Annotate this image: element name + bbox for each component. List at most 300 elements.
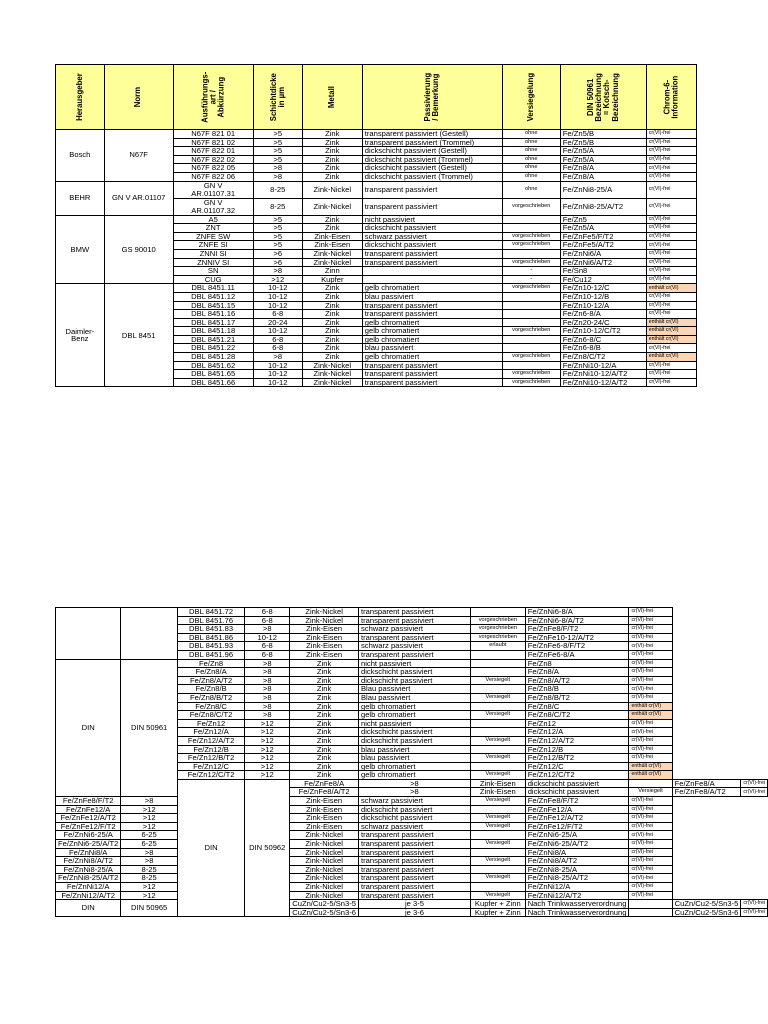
- chrom6-cell: cr(VI)-frei: [646, 232, 696, 241]
- chrom6-cell: cr(VI)-frei: [646, 130, 696, 139]
- passivierung-cell: dickschicht passiviert: [362, 224, 502, 233]
- din-bezeichnung-cell: Fe/Cu12: [560, 275, 646, 284]
- ausfuehrungsart-cell: A5: [173, 215, 253, 224]
- versiegelung-cell: [470, 650, 525, 659]
- din-bezeichnung-cell: Fe/ZnNi8/A: [525, 848, 629, 857]
- schichtdicke-cell: >12: [245, 728, 290, 737]
- norm-cell: N67F: [104, 130, 173, 182]
- passivierung-cell: transparent passiviert: [362, 181, 502, 198]
- schichtdicke-cell: >5: [253, 138, 302, 147]
- table-row: [56, 814, 768, 823]
- din-bezeichnung-cell: Fe/Zn8/B: [525, 685, 629, 694]
- schichtdicke-cell: >8: [245, 625, 290, 634]
- schichtdicke-cell: 6-25: [121, 840, 178, 849]
- passivierung-cell: transparent passiviert: [358, 857, 470, 866]
- passivierung-cell: schwarz passiviert: [358, 642, 470, 651]
- metall-cell: Zink-Nickel: [290, 840, 359, 849]
- versiegelung-cell: -: [502, 275, 560, 284]
- passivierung-cell: dickschicht passiviert: [362, 241, 502, 250]
- ausfuehrungsart-cell: Fe/ZnFe8/F/T2: [56, 797, 121, 806]
- passivierung-cell: gelb chromatiert: [362, 284, 502, 293]
- passivierung-cell: dickschicht passiviert: [358, 814, 470, 823]
- chrom6-cell: cr(VI)-frei: [629, 693, 672, 702]
- metall-cell: Zink-Nickel: [302, 258, 362, 267]
- versiegelung-cell: vorgeschrieben: [502, 353, 560, 362]
- schichtdicke-cell: 10-12: [253, 327, 302, 336]
- versiegelung-cell: [629, 900, 672, 909]
- metall-cell: Kupfer: [302, 275, 362, 284]
- chrom6-cell: cr(VI)-frei: [629, 668, 672, 677]
- chrom6-cell: cr(VI)-frei: [646, 378, 696, 387]
- metall-cell: Zink: [302, 215, 362, 224]
- versiegelung-cell: [502, 361, 560, 370]
- ausfuehrungsart-cell: Fe/Zn12: [177, 719, 244, 728]
- passivierung-cell: [362, 275, 502, 284]
- versiegelung-cell: [470, 848, 525, 857]
- schichtdicke-cell: 6-8: [253, 344, 302, 353]
- schichtdicke-cell: >8: [121, 797, 178, 806]
- passivierung-cell: transparent passiviert: [362, 370, 502, 379]
- passivierung-cell: gelb chromatiert: [362, 335, 502, 344]
- table-row: [56, 848, 768, 857]
- chrom6-cell: cr(VI)-frei: [629, 736, 672, 745]
- ausfuehrungsart-cell: DBL 8451.65: [173, 370, 253, 379]
- din-bezeichnung-cell: Fe/ZnNi8-25/A/T2: [560, 198, 646, 215]
- ausfuehrungsart-cell: GN V AR.01107.31: [173, 181, 253, 198]
- metall-cell: Zink: [290, 711, 359, 720]
- ausfuehrungsart-cell: ZNNI SI: [173, 249, 253, 258]
- schichtdicke-cell: >12: [245, 754, 290, 763]
- versiegelung-cell: Versiegelt: [470, 822, 525, 831]
- chrom6-cell: cr(VI)-frei: [646, 215, 696, 224]
- schichtdicke-cell: >8: [253, 267, 302, 276]
- ausfuehrungsart-cell: Fe/ZnFe12/F/T2: [56, 822, 121, 831]
- metall-cell: Zink: [290, 719, 359, 728]
- schichtdicke-cell: 6-8: [245, 650, 290, 659]
- ausfuehrungsart-cell: Fe/ZnFe12/A: [56, 805, 121, 814]
- schichtdicke-cell: >8: [253, 353, 302, 362]
- chrom6-cell: enthält cr(VI): [646, 284, 696, 293]
- schichtdicke-cell: >12: [245, 736, 290, 745]
- chrom6-cell: cr(VI)-frei: [629, 814, 672, 823]
- metall-cell: Zink: [302, 130, 362, 139]
- chrom6-cell: cr(VI)-frei: [629, 685, 672, 694]
- chrom6-cell: cr(VI)-frei: [646, 164, 696, 173]
- metall-cell: Zink: [290, 745, 359, 754]
- din-bezeichnung-cell: Fe/Zn5/A: [560, 224, 646, 233]
- passivierung-cell: transparent passiviert: [362, 249, 502, 258]
- din-bezeichnung-cell: Fe/ZnNi6-8/A: [525, 608, 629, 617]
- schichtdicke-cell: >8: [253, 172, 302, 181]
- versiegelung-cell: [629, 908, 672, 917]
- versiegelung-cell: Versiegelt: [470, 771, 525, 780]
- schichtdicke-cell: >8: [253, 164, 302, 173]
- ausfuehrungsart-cell: Fe/Zn8/C/T2: [177, 711, 244, 720]
- chrom6-cell: cr(VI)-frei: [646, 267, 696, 276]
- ausfuehrungsart-cell: ZNNIV SI: [173, 258, 253, 267]
- norm-cell: DIN 50962: [245, 779, 290, 917]
- passivierung-cell: dickschicht passiviert: [358, 805, 470, 814]
- metall-cell: Kupfer + Zinn: [470, 900, 525, 909]
- chrom6-cell: cr(VI)-frei: [741, 908, 768, 917]
- metall-cell: Zink: [290, 676, 359, 685]
- passivierung-cell: transparent passiviert (Gestell): [362, 130, 502, 139]
- schichtdicke-cell: >5: [253, 232, 302, 241]
- table-row: [56, 883, 768, 892]
- passivierung-cell: nicht passiviert: [358, 719, 470, 728]
- ausfuehrungsart-cell: DBL 8451.21: [173, 335, 253, 344]
- header-ausfuehrungsart: Ausführungs- art / Abkürzung: [173, 65, 253, 130]
- chrom6-cell: cr(VI)-frei: [646, 155, 696, 164]
- chrom6-cell: cr(VI)-frei: [646, 275, 696, 284]
- versiegelung-cell: Versiegelt: [470, 693, 525, 702]
- versiegelung-cell: vorgeschrieben: [502, 284, 560, 293]
- metall-cell: Zink: [290, 693, 359, 702]
- versiegelung-cell: vorgeschrieben: [502, 378, 560, 387]
- schichtdicke-cell: >12: [245, 771, 290, 780]
- chrom6-cell: cr(VI)-frei: [629, 728, 672, 737]
- passivierung-cell: schwarz passiviert: [362, 232, 502, 241]
- din-bezeichnung-cell: Fe/Zn10-12/B: [560, 292, 646, 301]
- din-bezeichnung-cell: Fe/Zn8: [525, 659, 629, 668]
- passivierung-cell: gelb chromatiert: [362, 318, 502, 327]
- metall-cell: Zink: [290, 728, 359, 737]
- chrom6-cell: cr(VI)-frei: [629, 633, 672, 642]
- chrom6-cell: cr(VI)-frei: [629, 874, 672, 883]
- passivierung-cell: transparent passiviert: [362, 361, 502, 370]
- versiegelung-cell: Versiegelt: [470, 857, 525, 866]
- din-bezeichnung-cell: Fe/Zn6-8/B: [560, 344, 646, 353]
- metall-cell: Zink: [302, 301, 362, 310]
- table-row: [56, 874, 768, 883]
- versiegelung-cell: [502, 318, 560, 327]
- din-bezeichnung-cell: Fe/ZnFe12/F/T2: [525, 822, 629, 831]
- metall-cell: Zink-Nickel: [302, 370, 362, 379]
- versiegelung-cell: ohne: [502, 138, 560, 147]
- ausfuehrungsart-cell: Fe/Zn8/B/T2: [177, 693, 244, 702]
- metall-cell: Zink: [290, 668, 359, 677]
- metall-cell: Zink: [302, 310, 362, 319]
- ausfuehrungsart-cell: Fe/Zn12/B/T2: [177, 754, 244, 763]
- schichtdicke-cell: 6-8: [245, 608, 290, 617]
- chrom6-cell: cr(VI)-frei: [646, 138, 696, 147]
- metall-cell: Zink: [302, 155, 362, 164]
- metall-cell: Zink: [302, 138, 362, 147]
- din-bezeichnung-cell: Fe/ZnFe8/F/T2: [525, 797, 629, 806]
- din-bezeichnung-cell: Fe/ZnFe8/A: [672, 779, 741, 788]
- metall-cell: Zink-Eisen: [290, 814, 359, 823]
- schichtdicke-cell: >8: [121, 857, 178, 866]
- herausgeber-cell: Bosch: [56, 130, 105, 182]
- passivierung-cell: gelb chromatiert: [358, 702, 470, 711]
- table-row: [56, 822, 768, 831]
- passivierung-cell: blau passiviert: [362, 292, 502, 301]
- schichtdicke-cell: >8: [245, 711, 290, 720]
- passivierung-cell: dickschicht passiviert (Gestell): [362, 164, 502, 173]
- versiegelung-cell: [470, 883, 525, 892]
- passivierung-cell: transparent passiviert: [358, 891, 470, 900]
- versiegelung-cell: [470, 728, 525, 737]
- header-metall: Metall: [302, 65, 362, 130]
- din-bezeichnung-cell: Fe/ZnNi8/A/T2: [525, 857, 629, 866]
- chrom6-cell: cr(VI)-frei: [629, 805, 672, 814]
- versiegelung-cell: vorgeschrieben: [470, 625, 525, 634]
- chrom6-cell: cr(VI)-frei: [646, 181, 696, 198]
- ausfuehrungsart-cell: N67F 821 02: [173, 138, 253, 147]
- passivierung-cell: schwarz passiviert: [358, 797, 470, 806]
- versiegelung-cell: [470, 659, 525, 668]
- schichtdicke-cell: 10-12: [253, 292, 302, 301]
- versiegelung-cell: ohne: [502, 155, 560, 164]
- din-bezeichnung-cell: Fe/ZnNi10-12/A/T2: [560, 370, 646, 379]
- standards-table-top: [55, 64, 697, 387]
- schichtdicke-cell: 6-25: [121, 831, 178, 840]
- metall-cell: Zink: [302, 147, 362, 156]
- table-row: [56, 805, 768, 814]
- versiegelung-cell: ohne: [502, 164, 560, 173]
- header-herausgeber: Herausgeber: [56, 65, 105, 130]
- metall-cell: Zink-Eisen: [302, 241, 362, 250]
- din-bezeichnung-cell: Fe/Zn5: [560, 215, 646, 224]
- chrom6-cell: cr(VI)-frei: [646, 241, 696, 250]
- schichtdicke-cell: >8: [121, 848, 178, 857]
- chrom6-cell: enthält cr(VI): [629, 762, 672, 771]
- chrom6-cell: cr(VI)-frei: [629, 608, 672, 617]
- ausfuehrungsart-cell: ZNT: [173, 224, 253, 233]
- versiegelung-cell: [502, 310, 560, 319]
- schichtdicke-cell: >8: [245, 685, 290, 694]
- schichtdicke-cell: >12: [121, 883, 178, 892]
- chrom6-cell: cr(VI)-frei: [629, 625, 672, 634]
- chrom6-cell: cr(VI)-frei: [629, 719, 672, 728]
- din-bezeichnung-cell: Fe/Zn12/C/T2: [525, 771, 629, 780]
- chrom6-cell: cr(VI)-frei: [629, 848, 672, 857]
- ausfuehrungsart-cell: Fe/ZnFe8/A: [290, 779, 359, 788]
- metall-cell: Kupfer + Zinn: [470, 908, 525, 917]
- versiegelung-cell: Versiegelt: [470, 840, 525, 849]
- chrom6-cell: enthält cr(VI): [646, 318, 696, 327]
- versiegelung-cell: [470, 702, 525, 711]
- metall-cell: Zink-Nickel: [290, 865, 359, 874]
- versiegelung-cell: -: [502, 267, 560, 276]
- metall-cell: Zink: [290, 771, 359, 780]
- passivierung-cell: gelb chromatiert: [362, 327, 502, 336]
- schichtdicke-cell: >12: [253, 275, 302, 284]
- ausfuehrungsart-cell: ZNFE SI: [173, 241, 253, 250]
- schichtdicke-cell: >12: [121, 891, 178, 900]
- herausgeber-cell: DIN: [56, 900, 121, 917]
- din-bezeichnung-cell: Fe/Zn5/B: [560, 130, 646, 139]
- din-bezeichnung-cell: Fe/ZnNi10-12/A/T2: [560, 378, 646, 387]
- ausfuehrungsart-cell: N67F 822 06: [173, 172, 253, 181]
- schichtdicke-cell: >12: [121, 805, 178, 814]
- table-row: [56, 284, 697, 293]
- chrom6-cell: enthält cr(VI): [629, 711, 672, 720]
- chrom6-cell: cr(VI)-frei: [646, 292, 696, 301]
- header-norm: Norm: [104, 65, 173, 130]
- versiegelung-cell: [470, 685, 525, 694]
- din-bezeichnung-cell: Fe/ZnNi6-25/A/T2: [525, 840, 629, 849]
- din-bezeichnung-cell: Fe/Zn12: [525, 719, 629, 728]
- din-bezeichnung-cell: Fe/ZnNi10-12/A: [560, 361, 646, 370]
- schichtdicke-cell: 8-25: [253, 181, 302, 198]
- schichtdicke-cell: 6-8: [245, 642, 290, 651]
- chrom6-cell: cr(VI)-frei: [646, 258, 696, 267]
- din-bezeichnung-cell: Fe/ZnNi6-8/A/T2: [525, 616, 629, 625]
- herausgeber-cell: DIN: [56, 659, 121, 797]
- din-bezeichnung-cell: Fe/Zn8/C: [525, 702, 629, 711]
- table-row: [56, 130, 697, 139]
- schichtdicke-cell: >5: [253, 224, 302, 233]
- metall-cell: Zink-Eisen: [290, 650, 359, 659]
- ausfuehrungsart-cell: GN V AR.01107.32: [173, 198, 253, 215]
- din-bezeichnung-cell: Fe/ZnFe5/F/T2: [560, 232, 646, 241]
- schichtdicke-cell: >6: [253, 249, 302, 258]
- versiegelung-cell: Versiegelt: [470, 814, 525, 823]
- ausfuehrungsart-cell: DBL 8451.22: [173, 344, 253, 353]
- metall-cell: Zink-Eisen: [302, 232, 362, 241]
- norm-cell: GS 90010: [104, 215, 173, 284]
- metall-cell: Zink-Nickel: [290, 831, 359, 840]
- chrom6-cell: cr(VI)-frei: [629, 891, 672, 900]
- schichtdicke-cell: je 3-5: [358, 900, 470, 909]
- metall-cell: Zink-Nickel: [290, 608, 359, 617]
- passivierung-cell: gelb chromatiert: [358, 771, 470, 780]
- din-bezeichnung-cell: Fe/ZnFe8/A/T2: [672, 788, 741, 797]
- table-row: [56, 608, 768, 617]
- versiegelung-cell: vorgeschrieben: [502, 327, 560, 336]
- header-din-bezeichnung: DIN 50961 Bezeichnung = Kotsch- Bezeichnung: [560, 65, 646, 130]
- passivierung-cell: dickschicht passiviert (Trommel): [362, 172, 502, 181]
- ausfuehrungsart-cell: CuZn/Cu2-5/Sn3-6: [290, 908, 359, 917]
- versiegelung-cell: [502, 224, 560, 233]
- din-bezeichnung-cell: Fe/ZnNi12/A/T2: [525, 891, 629, 900]
- passivierung-cell: transparent passiviert: [362, 258, 502, 267]
- passivierung-cell: dickschicht passiviert: [358, 736, 470, 745]
- herausgeber-cell: Daimler- Benz: [56, 284, 105, 387]
- passivierung-cell: Nach Trinkwasserverordnung: [525, 900, 629, 909]
- schichtdicke-cell: 10-12: [253, 378, 302, 387]
- schichtdicke-cell: 10-12: [253, 284, 302, 293]
- passivierung-cell: transparent passiviert: [362, 301, 502, 310]
- ausfuehrungsart-cell: SN: [173, 267, 253, 276]
- passivierung-cell: dickschicht passiviert (Trommel): [362, 155, 502, 164]
- din-bezeichnung-cell: CuZn/Cu2-5/Sn3-5: [672, 900, 741, 909]
- chrom6-cell: cr(VI)-frei: [629, 642, 672, 651]
- chrom6-cell: cr(VI)-frei: [629, 659, 672, 668]
- metall-cell: Zink-Eisen: [290, 822, 359, 831]
- norm-cell: DIN 50965: [121, 900, 178, 917]
- passivierung-cell: blau passiviert: [358, 754, 470, 763]
- chrom6-cell: cr(VI)-frei: [629, 822, 672, 831]
- metall-cell: Zink-Eisen: [290, 633, 359, 642]
- metall-cell: Zink: [302, 318, 362, 327]
- din-bezeichnung-cell: Fe/Zn8/A/T2: [525, 676, 629, 685]
- din-bezeichnung-cell: Fe/ZnFe5/A/T2: [560, 241, 646, 250]
- metall-cell: Zink: [302, 224, 362, 233]
- ausfuehrungsart-cell: Fe/Zn8/A: [177, 668, 244, 677]
- passivierung-cell: nicht passiviert: [362, 215, 502, 224]
- din-bezeichnung-cell: Fe/ZnNi8-25/A: [525, 865, 629, 874]
- chrom6-cell: cr(VI)-frei: [646, 344, 696, 353]
- passivierung-cell: dickschicht passiviert: [358, 668, 470, 677]
- din-bezeichnung-cell: Fe/Zn8/C/T2: [525, 711, 629, 720]
- metall-cell: Zinn: [302, 267, 362, 276]
- chrom6-cell: cr(VI)-frei: [629, 754, 672, 763]
- chrom6-cell: cr(VI)-frei: [741, 788, 768, 797]
- schichtdicke-cell: >12: [245, 719, 290, 728]
- versiegelung-cell: Versiegelt: [470, 676, 525, 685]
- versiegelung-cell: [470, 831, 525, 840]
- metall-cell: Zink-Nickel: [290, 883, 359, 892]
- schichtdicke-cell: 6-8: [253, 310, 302, 319]
- metall-cell: Zink-Nickel: [302, 198, 362, 215]
- table-row: [56, 831, 768, 840]
- din-bezeichnung-cell: Fe/Zn12/A/T2: [525, 736, 629, 745]
- versiegelung-cell: vorgeschrieben: [502, 232, 560, 241]
- versiegelung-cell: vorgeschrieben: [470, 633, 525, 642]
- metall-cell: Zink-Nickel: [302, 249, 362, 258]
- versiegelung-cell: erlaubt: [470, 642, 525, 651]
- schichtdicke-cell: 6-8: [253, 335, 302, 344]
- din-bezeichnung-cell: Fe/ZnFe6-8/F/T2: [525, 642, 629, 651]
- versiegelung-cell: [470, 608, 525, 617]
- schichtdicke-cell: >12: [121, 822, 178, 831]
- metall-cell: Zink-Eisen: [290, 625, 359, 634]
- metall-cell: Zink-Nickel: [290, 891, 359, 900]
- din-bezeichnung-cell: Fe/Zn12/C: [525, 762, 629, 771]
- din-bezeichnung-cell: Fe/Zn10-12/C/T2: [560, 327, 646, 336]
- schichtdicke-cell: 10-12: [253, 370, 302, 379]
- schichtdicke-cell: >8: [245, 702, 290, 711]
- ausfuehrungsart-cell: DBL 8451.18: [173, 327, 253, 336]
- chrom6-cell: cr(VI)-frei: [629, 865, 672, 874]
- chrom6-cell: enthält cr(VI): [629, 771, 672, 780]
- header-schichtdicke: Schichtdicke in µm: [253, 65, 302, 130]
- chrom6-cell: cr(VI)-frei: [629, 650, 672, 659]
- din-bezeichnung-cell: Fe/Zn5/B: [560, 138, 646, 147]
- versiegelung-cell: Versiegelt: [470, 736, 525, 745]
- din-bezeichnung-cell: Fe/ZnNi8-25/A/T2: [525, 874, 629, 883]
- chrom6-cell: cr(VI)-frei: [646, 224, 696, 233]
- metall-cell: Zink-Eisen: [470, 788, 525, 797]
- passivierung-cell: transparent passiviert: [358, 848, 470, 857]
- ausfuehrungsart-cell: DBL 8451.28: [173, 353, 253, 362]
- passivierung-cell: blau passiviert: [362, 344, 502, 353]
- din-bezeichnung-cell: Fe/Zn10-12/C: [560, 284, 646, 293]
- table-body-bottom: [56, 608, 768, 917]
- din-bezeichnung-cell: Fe/Zn6-8/C: [560, 335, 646, 344]
- din-bezeichnung-cell: Fe/ZnNi12/A: [525, 883, 629, 892]
- header-chrom6: Chrom-6- Information: [646, 65, 696, 130]
- metall-cell: Zink-Nickel: [302, 181, 362, 198]
- passivierung-cell: dickschicht passiviert: [358, 728, 470, 737]
- norm-cell: DIN 50961: [121, 659, 178, 797]
- ausfuehrungsart-cell: DBL 8451.93: [177, 642, 244, 651]
- chrom6-cell: cr(VI)-frei: [646, 361, 696, 370]
- ausfuehrungsart-cell: Fe/ZnFe8/A/T2: [290, 788, 359, 797]
- schichtdicke-cell: >12: [245, 745, 290, 754]
- ausfuehrungsart-cell: Fe/Zn12/A/T2: [177, 736, 244, 745]
- din-bezeichnung-cell: Fe/ZnFe8/F/T2: [525, 625, 629, 634]
- versiegelung-cell: ohne: [502, 130, 560, 139]
- versiegelung-cell: [502, 292, 560, 301]
- metall-cell: Zink: [302, 292, 362, 301]
- versiegelung-cell: vorgeschrieben: [470, 616, 525, 625]
- metall-cell: Zink-Nickel: [290, 874, 359, 883]
- schichtdicke-cell: je 3-6: [358, 908, 470, 917]
- ausfuehrungsart-cell: DBL 8451.15: [173, 301, 253, 310]
